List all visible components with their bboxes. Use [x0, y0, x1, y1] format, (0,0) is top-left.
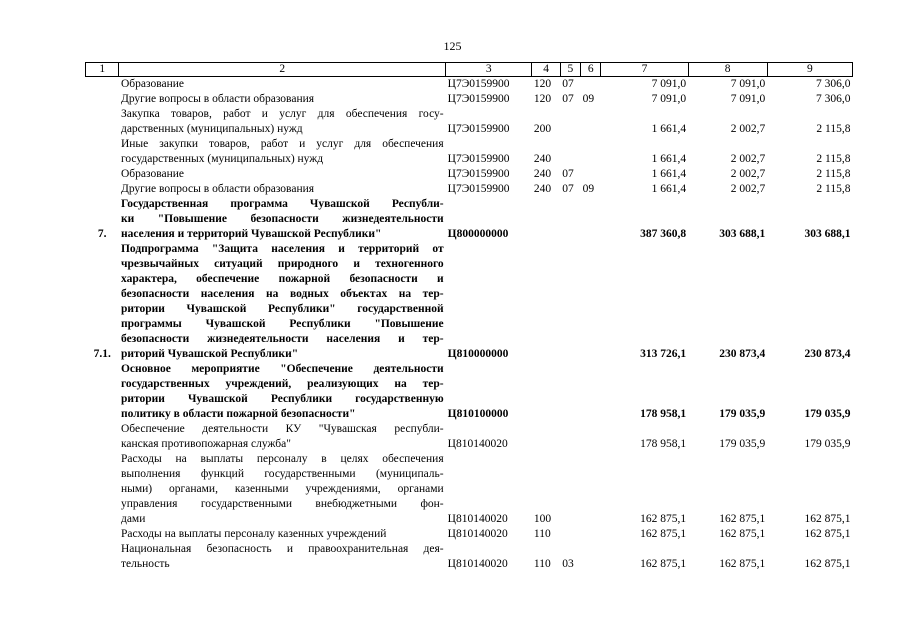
- table-row: [86, 197, 853, 242]
- target-article-cell: Ц810140020: [447, 558, 508, 570]
- amount-year3-cell: 179 035,9: [804, 408, 851, 420]
- section-cell: 07: [562, 78, 574, 90]
- amount-year3-cell: 230 873,4: [804, 348, 851, 360]
- target-article-cell: Ц7Э0159900: [447, 78, 510, 90]
- item-name-line: ки "Повышение безопасности жизнедеятельности: [120, 213, 444, 225]
- item-name-cell: [119, 362, 446, 422]
- amount-year1-cell: 1 661,4: [651, 168, 687, 180]
- section-cell: [560, 107, 580, 137]
- row-number-cell: 7.1.: [93, 348, 111, 360]
- subsection-cell: [581, 137, 601, 167]
- item-name-cell: [119, 422, 446, 452]
- item-name-line: управления государственными внебюджетными фон-: [120, 498, 444, 510]
- table-row: [86, 362, 853, 422]
- item-name-line: государственных учреждений, реализующих на тер-: [120, 378, 444, 390]
- item-name-line: дами: [120, 513, 146, 525]
- column-header: 2: [119, 63, 446, 77]
- row-number-cell: 7.: [97, 228, 107, 240]
- table-row: [86, 167, 853, 182]
- row-number-cell: [86, 362, 119, 422]
- target-article-cell: Ц7Э0159900: [447, 183, 510, 195]
- item-name-line: ными) органами, казенными учреждениями, органами: [120, 483, 444, 495]
- table-row: [86, 77, 853, 93]
- row-number-cell: [86, 92, 119, 107]
- row-number-cell: [86, 137, 119, 167]
- amount-year2-cell: 179 035,9: [719, 438, 766, 450]
- row-number-cell: [86, 77, 119, 93]
- item-name-cell: [119, 77, 446, 93]
- row-number-cell: [86, 542, 119, 572]
- column-header: 8: [688, 63, 767, 77]
- section-cell: [560, 362, 580, 422]
- expense-type-cell: 110: [533, 558, 551, 570]
- table-row: [86, 107, 853, 137]
- column-header: 1: [86, 63, 119, 77]
- item-name-cell: [119, 527, 446, 542]
- item-name-line: Расходы на выплаты персоналу казенных учреждений: [120, 528, 387, 540]
- target-article-cell: Ц810140020: [447, 528, 508, 540]
- column-header: 3: [446, 63, 532, 77]
- table-row: [86, 92, 853, 107]
- table-row: [86, 242, 853, 362]
- expense-type-cell: [532, 197, 560, 242]
- row-number-cell: [86, 167, 119, 182]
- item-name-line: Образование: [120, 168, 184, 180]
- amount-year1-cell: 162 875,1: [640, 558, 687, 570]
- item-name-line: Подпрограмма "Защита населения и территорий от: [120, 243, 444, 255]
- column-number-row: [86, 63, 853, 77]
- amount-year3-cell: 7 306,0: [816, 93, 851, 105]
- subsection-cell: [581, 107, 601, 137]
- row-number-cell: [86, 107, 119, 137]
- item-name-line: характера, обеспечение пожарной безопасности и: [120, 273, 444, 285]
- column-header: 5: [560, 63, 580, 77]
- item-name-line: Другие вопросы в области образования: [120, 183, 315, 195]
- item-name-line: чрезвычайных ситуаций природного и техногенного: [120, 258, 444, 270]
- amount-year1-cell: 7 091,0: [651, 93, 687, 105]
- subsection-cell: [581, 197, 601, 242]
- column-header: 7: [601, 63, 688, 77]
- section-cell: [560, 527, 580, 542]
- expense-type-cell: 240: [533, 183, 552, 195]
- target-article-cell: Ц7Э0159900: [447, 123, 510, 135]
- column-header: 9: [767, 63, 852, 77]
- expense-type-cell: 110: [533, 528, 551, 540]
- expense-type-cell: 240: [533, 168, 552, 180]
- amount-year3-cell: 162 875,1: [804, 558, 851, 570]
- item-name-cell: [119, 542, 446, 572]
- section-cell: 07: [562, 168, 574, 180]
- table-row: [86, 137, 853, 167]
- expense-type-cell: [532, 362, 560, 422]
- item-name-line: риторий Чувашской Республики": [120, 348, 299, 360]
- column-header: 4: [532, 63, 560, 77]
- item-name-line: Основное мероприятие "Обеспечение деятельности: [120, 363, 444, 375]
- section-cell: 07: [562, 183, 574, 195]
- section-cell: 03: [562, 558, 574, 570]
- amount-year3-cell: 179 035,9: [804, 438, 851, 450]
- item-name-cell: [119, 197, 446, 242]
- amount-year3-cell: 2 115,8: [816, 183, 851, 195]
- target-article-cell: Ц7Э0159900: [447, 153, 510, 165]
- expense-type-cell: 120: [533, 93, 552, 105]
- subsection-cell: [581, 77, 601, 93]
- section-cell: [560, 197, 580, 242]
- target-article-cell: Ц810140020: [447, 513, 508, 525]
- item-name-cell: [119, 167, 446, 182]
- target-article-cell: Ц7Э0159900: [447, 168, 510, 180]
- amount-year2-cell: 2 002,7: [730, 183, 766, 195]
- item-name-cell: [119, 452, 446, 527]
- target-article-cell: Ц810140020: [447, 438, 508, 450]
- amount-year2-cell: 162 875,1: [719, 513, 766, 525]
- row-number-cell: [86, 527, 119, 542]
- amount-year3-cell: 2 115,8: [816, 168, 851, 180]
- item-name-line: населения и территорий Чувашской Республики": [120, 228, 382, 240]
- subsection-cell: [581, 452, 601, 527]
- subsection-cell: 09: [582, 93, 595, 105]
- item-name-line: безопасности населения на водных объектах на тер-: [120, 288, 444, 300]
- page-number: 125: [443, 39, 462, 53]
- amount-year3-cell: 162 875,1: [804, 513, 851, 525]
- subsection-cell: [581, 242, 601, 362]
- item-name-cell: [119, 242, 446, 362]
- item-name-line: государственных (муниципальных) нужд: [120, 153, 324, 165]
- target-article-cell: Ц810000000: [447, 348, 509, 360]
- item-name-line: ритории Чувашской Республики" государственной: [120, 303, 444, 315]
- amount-year3-cell: 303 688,1: [804, 228, 851, 240]
- amount-year2-cell: 7 091,0: [730, 78, 766, 90]
- amount-year1-cell: 1 661,4: [651, 183, 687, 195]
- item-name-line: Образование: [120, 78, 184, 90]
- subsection-cell: [581, 167, 601, 182]
- item-name-line: Закупка товаров, работ и услуг для обеспечения госу-: [120, 108, 444, 120]
- item-name-line: Государственная программа Чувашской Республи-: [120, 198, 444, 210]
- target-article-cell: Ц7Э0159900: [447, 93, 510, 105]
- amount-year2-cell: 162 875,1: [719, 558, 766, 570]
- amount-year2-cell: 7 091,0: [730, 93, 766, 105]
- amount-year1-cell: 1 661,4: [651, 153, 687, 165]
- subsection-cell: [581, 422, 601, 452]
- table-row: [86, 452, 853, 527]
- amount-year2-cell: 179 035,9: [719, 408, 766, 420]
- expense-type-cell: [532, 422, 560, 452]
- item-name-line: Расходы на выплаты персоналу в целях обеспечения: [120, 453, 444, 465]
- amount-year2-cell: 2 002,7: [730, 168, 766, 180]
- item-name-cell: [119, 182, 446, 197]
- item-name-cell: [119, 137, 446, 167]
- row-number-cell: [86, 422, 119, 452]
- amount-year2-cell: 162 875,1: [719, 528, 766, 540]
- item-name-line: Обеспечение деятельности КУ "Чувашская республи-: [120, 423, 444, 435]
- amount-year3-cell: 2 115,8: [816, 153, 851, 165]
- amount-year1-cell: 7 091,0: [651, 78, 687, 90]
- table-row: [86, 182, 853, 197]
- subsection-cell: [581, 527, 601, 542]
- item-name-line: ритории Чувашской Республики государственную: [120, 393, 444, 405]
- item-name-line: безопасности жизнедеятельности населения и тер-: [120, 333, 444, 345]
- item-name-line: тельность: [120, 558, 170, 570]
- section-cell: [560, 452, 580, 527]
- item-name-line: политику в области пожарной безопасности": [120, 408, 356, 420]
- amount-year3-cell: 162 875,1: [804, 528, 851, 540]
- expense-type-cell: 120: [533, 78, 552, 90]
- item-name-cell: [119, 92, 446, 107]
- budget-table: [85, 62, 853, 572]
- item-name-line: выполнения функций государственными (муниципаль-: [120, 468, 444, 480]
- expense-type-cell: 100: [533, 513, 552, 525]
- amount-year1-cell: 387 360,8: [640, 228, 687, 240]
- row-number-cell: [86, 452, 119, 527]
- subsection-cell: [581, 362, 601, 422]
- subsection-cell: [581, 542, 601, 572]
- amount-year2-cell: 2 002,7: [730, 123, 766, 135]
- section-cell: [560, 422, 580, 452]
- row-number-cell: [86, 182, 119, 197]
- expense-type-cell: [532, 242, 560, 362]
- target-article-cell: Ц810100000: [447, 408, 509, 420]
- item-name-line: Иные закупки товаров, работ и услуг для обеспечения: [120, 138, 444, 150]
- item-name-line: дарственных (муниципальных) нужд: [120, 123, 303, 135]
- column-header: 6: [581, 63, 601, 77]
- expense-type-cell: 240: [533, 153, 552, 165]
- section-cell: [560, 242, 580, 362]
- expense-type-cell: 200: [533, 123, 552, 135]
- amount-year1-cell: 178 958,1: [640, 438, 687, 450]
- table-row: [86, 527, 853, 542]
- table-body: [86, 77, 853, 573]
- table-row: [86, 542, 853, 572]
- subsection-cell: 09: [582, 183, 595, 195]
- item-name-cell: [119, 107, 446, 137]
- amount-year3-cell: 2 115,8: [816, 123, 851, 135]
- amount-year1-cell: 313 726,1: [640, 348, 687, 360]
- amount-year2-cell: 303 688,1: [719, 228, 766, 240]
- amount-year1-cell: 162 875,1: [640, 528, 687, 540]
- amount-year1-cell: 1 661,4: [651, 123, 687, 135]
- amount-year1-cell: 162 875,1: [640, 513, 687, 525]
- amount-year2-cell: 230 873,4: [719, 348, 766, 360]
- item-name-line: Другие вопросы в области образования: [120, 93, 315, 105]
- amount-year1-cell: 178 958,1: [640, 408, 687, 420]
- item-name-line: канская противопожарная служба": [120, 438, 291, 450]
- section-cell: 07: [562, 93, 574, 105]
- table-row: [86, 422, 853, 452]
- section-cell: [560, 137, 580, 167]
- item-name-line: Национальная безопасность и правоохранительная дея-: [120, 543, 444, 555]
- target-article-cell: Ц800000000: [447, 228, 509, 240]
- amount-year2-cell: 2 002,7: [730, 153, 766, 165]
- item-name-line: программы Чувашской Республики "Повышение: [120, 318, 444, 330]
- amount-year3-cell: 7 306,0: [816, 78, 851, 90]
